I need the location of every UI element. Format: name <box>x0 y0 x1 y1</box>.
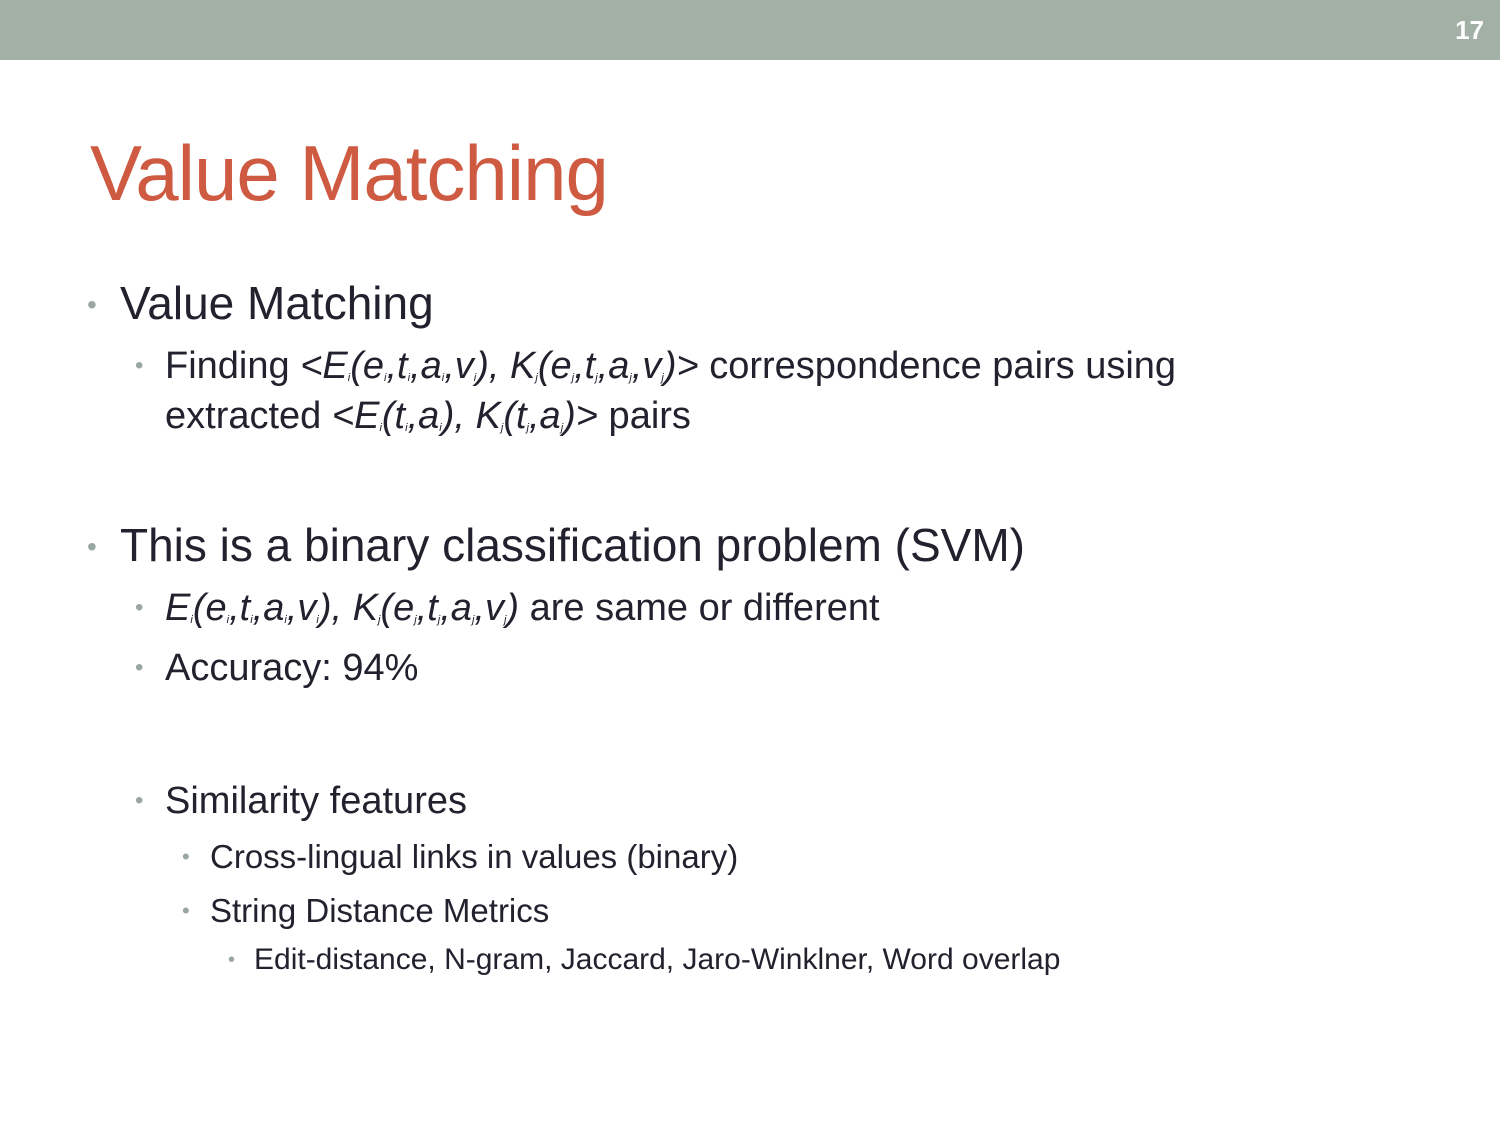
bullet-text: String Distance Metrics <box>210 892 550 929</box>
bullet-dot-icon: • <box>228 949 236 971</box>
extracted-suffix: pairs <box>598 395 691 437</box>
bullet-similarity-features <box>135 776 467 826</box>
same-or-different-suffix: are same or different <box>519 587 880 629</box>
formula-correspondence: $<E_i(e_i,t_i,a_i,v_i)$, $K_j(e_j,t_j,a_j,v_j)>$ <box>300 345 699 387</box>
bullet-text: This is a binary classification problem (SVM) <box>120 519 1025 571</box>
bullet-dot-icon: • <box>182 898 190 923</box>
bullet-text: Edit-distance, N-gram, Jaccard, Jaro-Winklner, Word overlap <box>254 943 1061 976</box>
bullet-text: Cross-lingual links in values (binary) <box>210 838 739 875</box>
bullet-dot-icon: • <box>135 787 144 814</box>
bullet-dot-icon: • <box>87 289 97 320</box>
bullet-metric-list <box>228 940 1061 980</box>
bullet-dot-icon: • <box>182 844 190 869</box>
formula-pair: $E_i(e_i,t_i,a_i,v_i)$, $K_j(e_j,t_j,a_j,v_j)$ <box>165 587 520 629</box>
bullet-accuracy <box>135 643 419 693</box>
bullet-cross-lingual-links <box>182 835 739 879</box>
slide-title: Value Matching <box>90 129 608 217</box>
formula-extracted: $<E_i(t_i,a_i)$, $K_j(t_j,a_j)>$ <box>331 395 598 437</box>
bullet-text: Similarity features <box>165 780 467 822</box>
bullet-dot-icon: • <box>135 654 144 681</box>
slide-number: 17 <box>1455 15 1484 45</box>
finding-prefix: Finding <box>165 345 301 387</box>
bullet-value-matching <box>87 276 434 330</box>
bullet-text: Value Matching <box>120 277 434 329</box>
bullet-same-or-different <box>135 583 880 645</box>
bullet-finding-pairs-continued <box>165 391 691 453</box>
extracted-prefix: extracted <box>165 395 332 437</box>
bullet-dot-icon: • <box>135 352 144 379</box>
bullet-dot-icon: • <box>87 531 97 562</box>
finding-suffix: correspondence pairs using <box>698 345 1177 387</box>
top-bar <box>0 0 1500 60</box>
bullet-string-distance-metrics <box>182 889 550 933</box>
bullet-binary-classification <box>87 518 1025 572</box>
bullet-text: Accuracy: 94% <box>165 647 419 689</box>
bullet-dot-icon: • <box>135 594 144 621</box>
